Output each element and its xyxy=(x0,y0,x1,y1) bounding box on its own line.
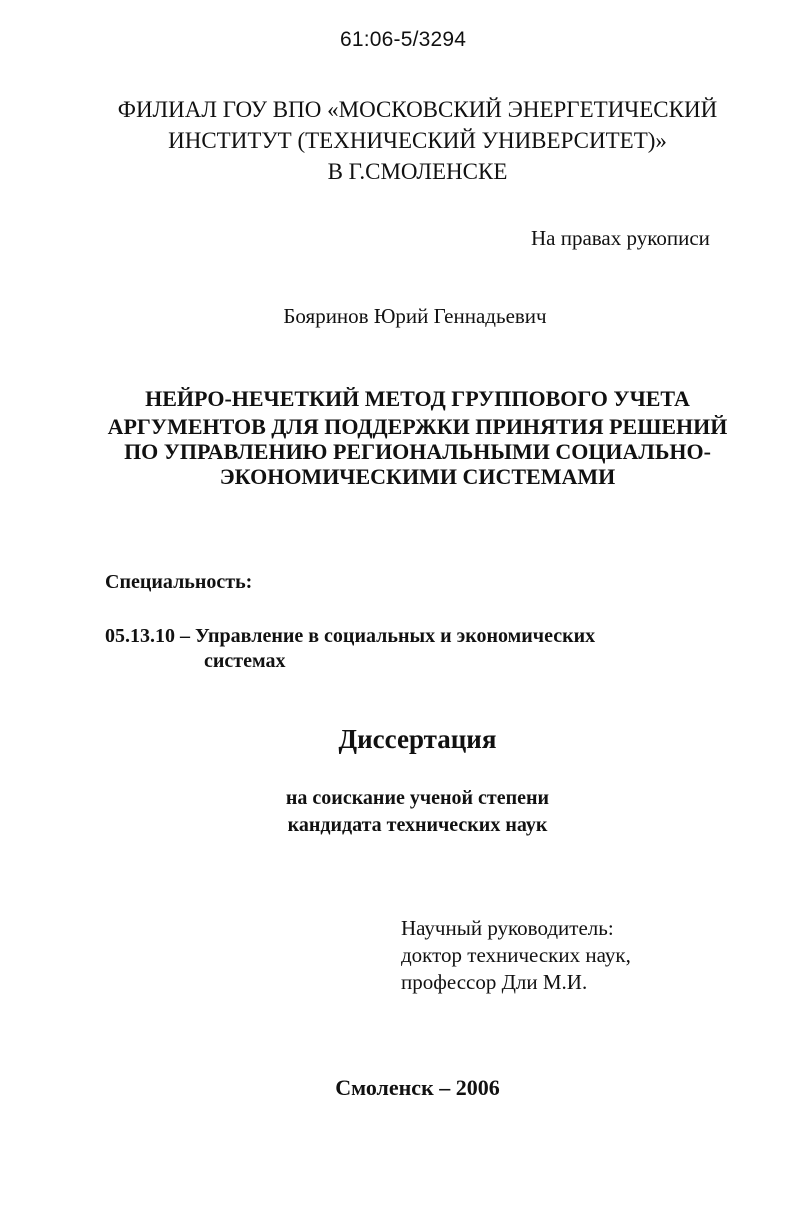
catalog-number: 61:06-5/3294 xyxy=(340,28,467,51)
work-type-heading: Диссертация xyxy=(338,724,497,754)
title-line-2: АРГУМЕНТОВ ДЛЯ ПОДДЕРЖКИ ПРИНЯТИЯ РЕШЕНИЙ xyxy=(107,414,728,439)
institution-line-3: В Г.СМОЛЕНСКЕ xyxy=(327,159,508,184)
degree-line-2: кандидата технических наук xyxy=(287,814,548,836)
title-line-1: НЕЙРО-НЕЧЕТКИЙ МЕТОД ГРУППОВОГО УЧЕТА xyxy=(145,386,690,411)
title-line-4: ЭКОНОМИЧЕСКИМИ СИСТЕМАМИ xyxy=(219,464,616,489)
specialty-code-line-continued: системах xyxy=(204,650,286,672)
specialty-label: Специальность: xyxy=(105,571,253,593)
supervisor-line-2: доктор технических наук, xyxy=(401,943,631,967)
manuscript-note: На правах рукописи xyxy=(531,226,710,250)
author-name: Бояринов Юрий Геннадьевич xyxy=(283,304,547,328)
specialty-code-line: 05.13.10 – Управление в социальных и экономических xyxy=(105,625,596,647)
institution-line-2: ИНСТИТУТ (ТЕХНИЧЕСКИЙ УНИВЕРСИТЕТ)» xyxy=(168,128,667,153)
city-year: Смоленск – 2006 xyxy=(335,1075,500,1100)
supervisor-line-3: профессор Дли М.И. xyxy=(401,970,588,994)
supervisor-line-1: Научный руководитель: xyxy=(401,916,614,940)
institution-line-1: ФИЛИАЛ ГОУ ВПО «МОСКОВСКИЙ ЭНЕРГЕТИЧЕСКИЙ xyxy=(117,97,718,122)
degree-line-1: на соискание ученой степени xyxy=(285,787,550,809)
title-line-3: ПО УПРАВЛЕНИЮ РЕГИОНАЛЬНЫМИ СОЦИАЛЬНО- xyxy=(124,439,711,464)
